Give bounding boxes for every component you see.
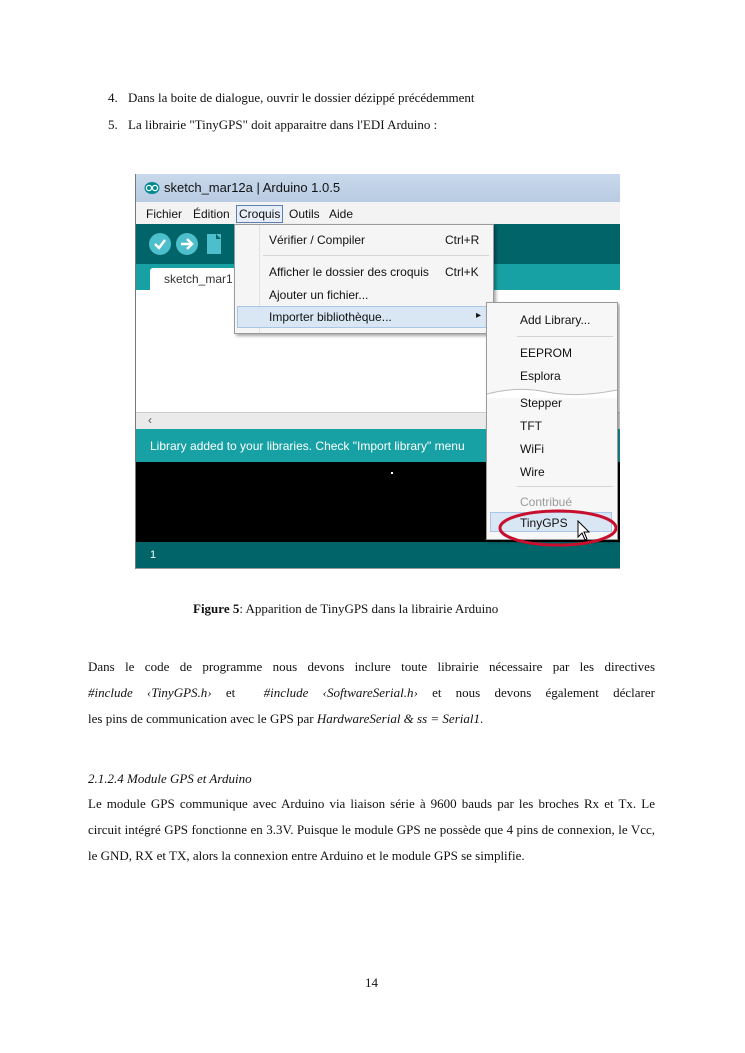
menu-item-wire[interactable]: Wire (520, 465, 545, 479)
library-submenu (486, 302, 618, 540)
arduino-screenshot (135, 174, 620, 569)
menu-item-esplora[interactable]: Esplora (520, 369, 561, 383)
menu-item-tft[interactable]: TFT (520, 419, 542, 433)
upload-button[interactable] (176, 233, 198, 255)
para1-line3: les pins de communication avec le GPS par (88, 711, 317, 726)
new-file-icon[interactable] (206, 233, 222, 255)
paragraph-gps-module: Le module GPS communique avec Arduino via liaison série à 9600 bauds par les broches Rx et Tx. Le circuit intégré GPS fonctionne en 3.3V. Puisque le module GPS ne possède que 4 pins de connexion, le Vcc, le GND, RX et TX, alors la connexion entre Arduino et le module GPS se simplifie. (88, 796, 655, 863)
instruction-4 (108, 90, 475, 106)
arrow-right-icon (176, 233, 198, 255)
list-text: La librairie "TinyGPS" doit apparaitre dans l'EDI Arduino : (128, 117, 438, 132)
list-text: Dans la boite de dialogue, ouvrir le dossier dézippé précédemment (128, 90, 475, 105)
highlight-circle (496, 506, 620, 554)
arduino-logo-icon (144, 181, 160, 195)
include-softwareserial: #include ‹SoftwareSerial.h› (263, 685, 418, 700)
check-icon (149, 233, 171, 255)
menu-separator (263, 255, 489, 256)
contributed-header: Contribué (520, 495, 573, 509)
shortcut-ctrl-k: Ctrl+K (445, 265, 479, 279)
submenu-arrow-icon: ▸ (476, 310, 482, 321)
menu-item-eeprom[interactable]: EEPROM (520, 346, 573, 360)
menu-item-import-library[interactable] (237, 306, 491, 328)
menu-fichier[interactable]: Fichier (146, 207, 183, 221)
mouse-cursor-icon (577, 520, 591, 542)
status-message: Library added to your libraries. Check "Import library" menu (150, 439, 465, 453)
menu-item-wifi[interactable]: WiFi (520, 442, 544, 456)
menu-item-verify[interactable]: Vérifier / Compiler (269, 233, 366, 247)
paragraph-include (88, 654, 655, 732)
sketch-tab-label: sketch_mar1 (164, 272, 233, 286)
para1-period: . (479, 711, 484, 726)
figure-caption (193, 601, 498, 617)
menu-croquis[interactable]: Croquis (236, 205, 283, 223)
list-number: 4. (108, 90, 118, 105)
menu-bar (136, 202, 620, 224)
window-titlebar (136, 174, 620, 202)
tinygps-label: TinyGPS (520, 516, 568, 530)
menu-item-add-library[interactable]: Add Library... (520, 313, 591, 327)
figure-caption-text: : Apparition de TinyGPS dans la librairie Arduino (239, 601, 499, 616)
list-number: 5. (108, 117, 118, 132)
menu-item-stepper[interactable]: Stepper (520, 396, 563, 410)
import-library-label: Importer bibliothèque... (269, 310, 392, 324)
menu-outils[interactable]: Outils (289, 207, 320, 221)
page-number: 14 (365, 975, 378, 990)
sketch-tab[interactable] (150, 268, 240, 290)
section-heading: 2.1.2.4 Module GPS et Arduino (88, 771, 252, 786)
instruction-5 (108, 117, 438, 133)
include-tinygps: #include ‹TinyGPS.h› (88, 685, 212, 700)
console-dot (391, 472, 393, 474)
croquis-dropdown (234, 224, 494, 334)
menu-item-add-file[interactable]: Ajouter un fichier... (269, 288, 369, 302)
menu-aide[interactable]: Aide (329, 207, 354, 221)
para1-and: et (211, 685, 264, 700)
figure-label: Figure 5 (193, 601, 240, 616)
menu-separator (517, 486, 613, 487)
menu-edition[interactable]: Édition (193, 207, 230, 221)
shortcut-ctrl-r: Ctrl+R (445, 233, 480, 247)
menu-separator (517, 336, 613, 337)
scroll-left-icon[interactable]: ‹ (148, 413, 152, 427)
para1-line2-end: et nous devons également déclarer (417, 685, 655, 700)
line-number: 1 (150, 549, 157, 561)
window-title: sketch_mar12a | Arduino 1.0.5 (164, 180, 341, 195)
menu-item-show-folder[interactable]: Afficher le dossier des croquis (269, 265, 429, 279)
para1-line1: Dans le code de programme nous devons inclure toute librairie nécessaire par les directives (88, 659, 655, 674)
verify-button[interactable] (149, 233, 171, 255)
hardwareserial-code: HardwareSerial & ss = Serial1 (316, 711, 480, 726)
